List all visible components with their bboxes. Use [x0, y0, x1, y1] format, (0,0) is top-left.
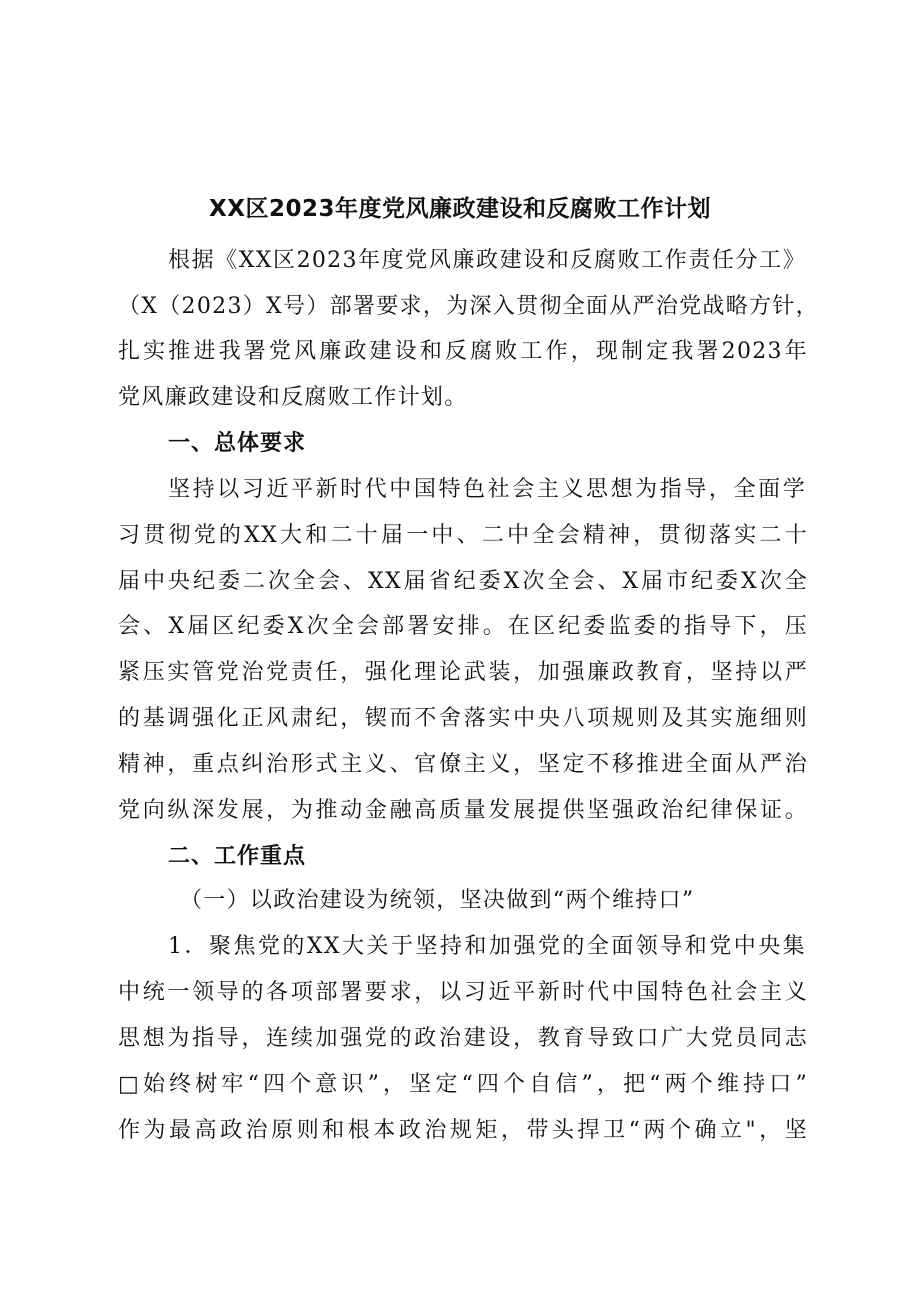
section-heading: 一、总体要求: [168, 431, 307, 456]
paragraph-line: 的基调强化正风肃纪，锲而不舍落实中央八项规则及其实施细则: [118, 706, 808, 731]
paragraph-line: 思想为指导，连续加强党的政治建设，教育导致口广大党员同志: [118, 1026, 808, 1051]
paragraph-line: （X（2023）X号）部署要求，为深入贯彻全面从严治党战略方针，: [118, 294, 819, 319]
paragraph-line: 党风廉政建设和反腐败工作计划。: [118, 385, 468, 410]
paragraph-line: 作为最高政治原则和根本政治规矩，带头捍卫“两个确立"，坚: [118, 1118, 808, 1143]
paragraph-line: 1．聚焦党的XX大关于坚持和加强党的全面领导和党中央集: [168, 934, 806, 959]
section-heading: 二、工作重点: [168, 844, 307, 869]
paragraph-line: 根据《XX区2023年度党风廉政建设和反腐败工作责任分工》: [168, 248, 806, 273]
paragraph-line: 精神，重点纠治形式主义、官僚主义，坚定不移推进全面从严治: [118, 752, 808, 777]
paragraph-line: □始终树牢“四个意识”，坚定“四个自信”，把“两个维持口”: [118, 1072, 808, 1097]
paragraph-line: 习贯彻党的XX大和二十届一中、二中全会精神，贯彻落实二十: [118, 523, 808, 548]
paragraph-line: 会、X届区纪委X次全会部署安排。在区纪委监委的指导下，压: [118, 614, 808, 639]
paragraph-line: 届中央纪委二次全会、XX届省纪委X次全会、X届市纪委X次全: [118, 569, 808, 594]
paragraph-line: 党向纵深发展，为推动金融高质量发展提供坚强政治纪律保证。: [118, 798, 808, 823]
paragraph-line: 中统一领导的各项部署要求，以习近平新时代中国特色社会主义: [118, 980, 808, 1005]
paragraph-line: 紧压实管党治党责任，强化理论武装，加强廉政教育，坚持以严: [118, 660, 808, 685]
paragraph-line: 坚持以习近平新时代中国特色社会主义思想为指导，全面学: [168, 477, 806, 502]
document-title: XX区2023年度党风廉政建设和反腐败工作计划: [209, 196, 711, 222]
paragraph-line: 扎实推进我署党风廉政建设和反腐败工作，现制定我署2023年: [118, 339, 808, 364]
subsection-heading: （一）以政治建设为统领，坚决做到“两个维持口”: [180, 888, 695, 913]
